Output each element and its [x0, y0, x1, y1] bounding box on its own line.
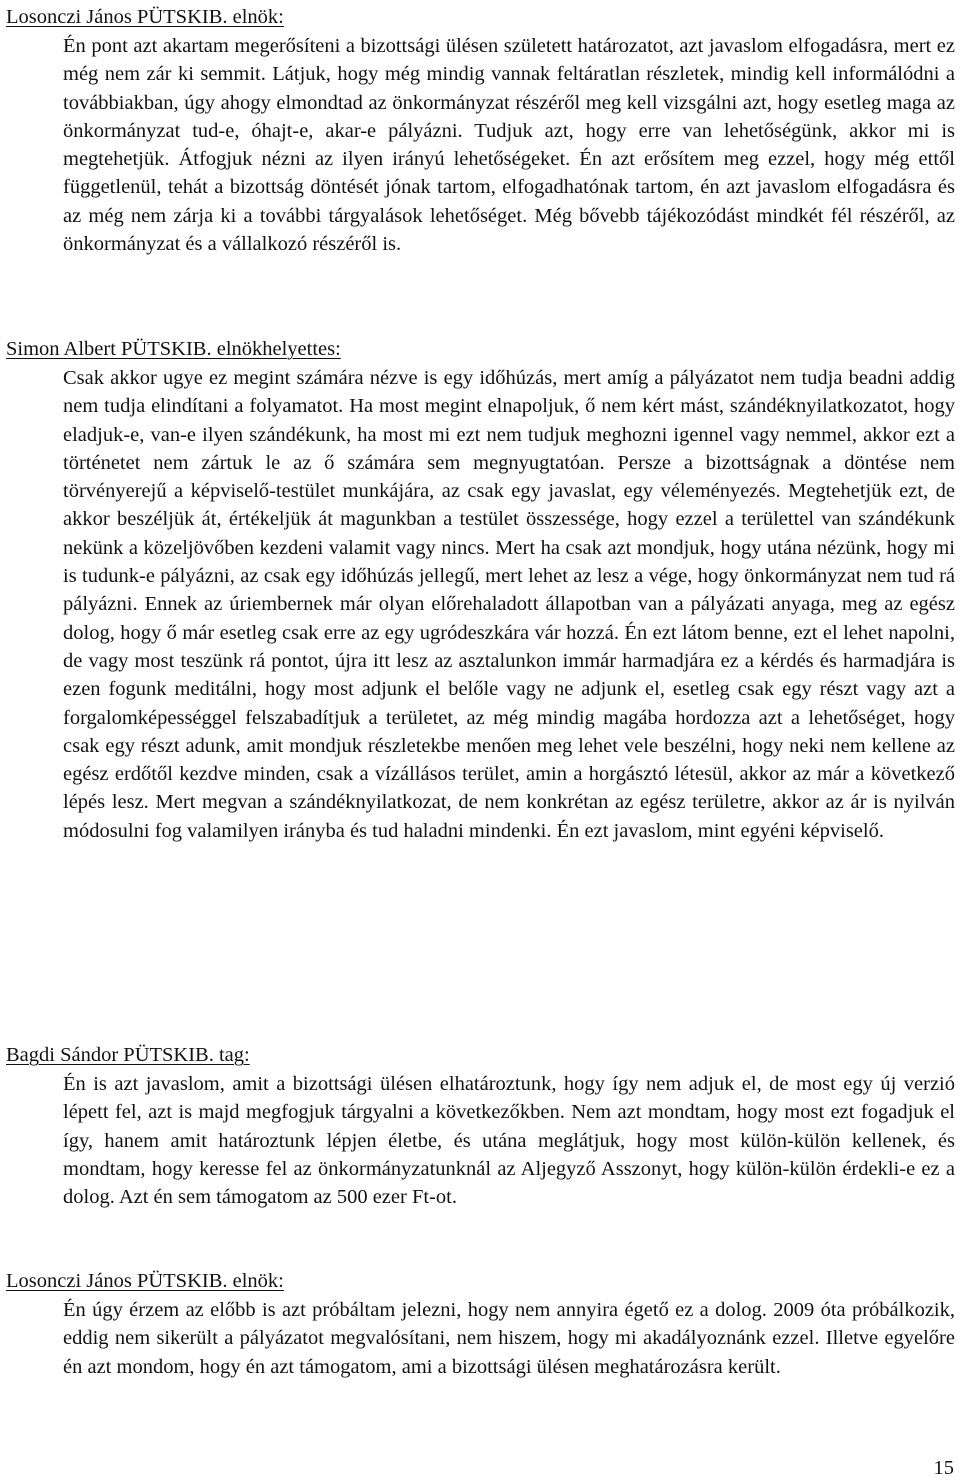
speaker-label: Bagdi Sándor PÜTSKIB. tag: [6, 1044, 250, 1066]
speaker-label: Losonczi János PÜTSKIB. elnök: [6, 6, 284, 28]
speech-text: Én pont azt akartam megerősíteni a bizottsági ülésen született határozatot, azt javaslom elfogadásra, mert ez még nem zár ki semmit. Látjuk, hogy még mindig vannak feltáratlan részletek, mindig kell informálódni a továbbiakban, úgy ahogy elmondtad az önkormányzat részéről meg kell vizsgálni azt, hogy esetleg maga az önkormányzat tud-e, óhajt-e, akar-e pályázni. Tudjuk azt, hogy erre van lehetőségünk, akkor mi is megtehetjük. Átfogjuk nézni az ilyen irányú lehetőségeket. Én azt erősítem meg ezzel, hogy még ettől függetlenül, tehát a bizottság döntését jónak tartom, elfogadhatónak tartom, én azt javaslom elfogadásra és az még nem zárja ki a további tárgyalások lehetőséget. Még bővebb tájékozódást mindkét fél részéről, az önkormányzat és a vállalkozó részéről is. [63, 35, 955, 256]
speech-text: Én is azt javaslom, amit a bizottsági ülésen elhatároztunk, hogy így nem adjuk el, de most egy új verzió lépett fel, azt is majd megfogjuk tárgyalni a következőkben. Nem azt mondtam, hogy most ezt fogadjuk el így, hanem amit határoztunk lépjen életbe, és utána meglátjuk, hogy most külön-külön kellenek, és mondtam, hogy keresse fel az önkormányzatunknál az Aljegyző Asszonyt, hogy külön-külön érdekli-e ez a dolog. Azt én sem támogatom az 500 ezer Ft-ot. [63, 1073, 955, 1209]
speech-block [6, 1040, 956, 1211]
speech-block [6, 1266, 956, 1381]
page-number: 15 [933, 1457, 954, 1479]
speaker-label: Losonczi János PÜTSKIB. elnök: [6, 1270, 284, 1292]
speech-text: Csak akkor ugye ez megint számára nézve is egy időhúzás, mert amíg a pályázatot nem tudja beadni addig nem tudja elindítani a folyamatot. Ha most megint elnapoljuk, ő nem kért mást, szándéknyilatkozatot, hogy eladjuk-e, van-e ilyen szándékunk, ha most mi ezt nem tudjuk meghozni igennel vagy nemmel, akkor ezt a történetet nem zártuk le az ő számára sem megnyugtatóan. Persze a bizottságnak a döntése nem törvényerejű a képviselő-testület munkájára, az csak egy javaslat, egy véleményezés. Megtehetjük ezt, de akkor beszéljük át, értékeljük át magunkban a testület összessége, hogy ezzel a területtel van szándékunk nekünk a közeljövőben kezdeni valamit vagy nincs. Mert ha csak azt mondjuk, hogy utána nézünk, hogy mi is tudunk-e pályázni, az csak egy időhúzás jellegű, mert lehet az lesz a vége, hogy önkormányzat nem tud rá pályázni. Ennek az úriembernek már olyan előrehaladott állapotban van a pályázati anyaga, meg az egész dolog, hogy ő már esetleg csak erre az egy ugródeszkára vár hozzá. Én ezt látom benne, ezt el lehet napolni, de vagy most teszünk rá pontot, újra itt lesz az asztalunkon immár harmadjára ez a kérdés és harmadjára is ezen fogunk meditálni, hogy most adjunk el belőle vagy ne adjunk el, esetleg csak egy részt vagy azt a forgalomképességgel felszabadítjuk a területet, az még mindig magába hordozza azt a lehetőséget, hogy csak egy részt adunk, amit mondjuk részletekbe menően meg lehet vele beszélni, hogy neki nem kellene az egész erdőtől kezdve minden, csak a vízállásos terület, amin a horgásztó létesül, akkor az már a következő lépés lesz. Mert megvan a szándéknyilatkozat, de nem konkrétan az egész területre, akkor az ár is nyilván módosulni fog valamilyen irányba és tud haladni mindenki. Én ezt javaslom, mint egyéni képviselő. [63, 367, 955, 842]
speech-text: Én úgy érzem az előbb is azt próbáltam jelezni, hogy nem annyira égető ez a dolog. 2009 óta próbálkozik, eddig nem sikerült a pályázatot megvalósítani, nem hiszem, hogy mi akadályoznánk ezzel. Illetve egyelőre én azt mondom, hogy én azt támogatom, ami a bizottsági ülésen meghatározásra került. [63, 1299, 955, 1378]
speaker-label: Simon Albert PÜTSKIB. elnökhelyettes: [6, 338, 341, 360]
speech-block [6, 334, 956, 845]
speech-block [6, 2, 956, 258]
